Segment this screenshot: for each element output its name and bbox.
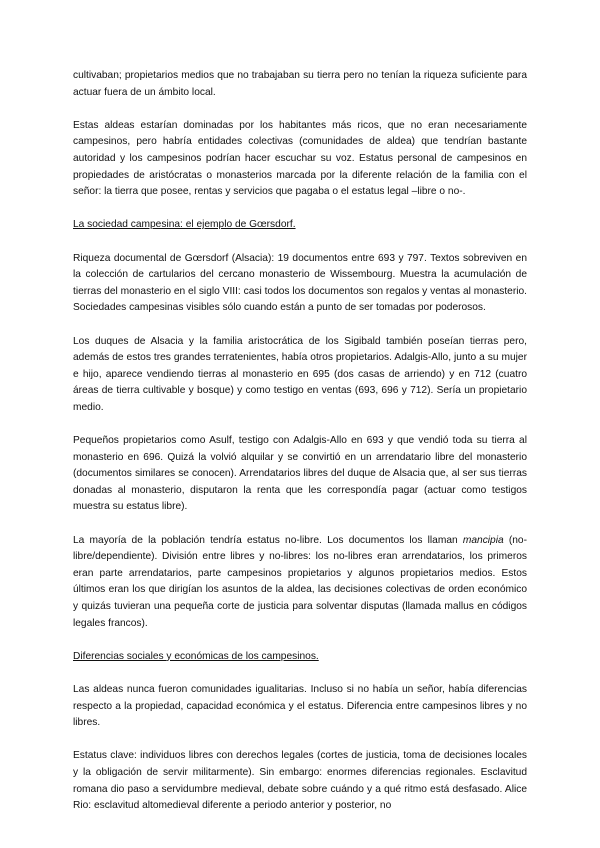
paragraph-landowners-continuation: cultivaban; propietarios medios que no trabajaban su tierra pero no tenían la riqueza suficiente para actuar fuera de un ámbito local.	[73, 70, 527, 98]
document-body	[73, 68, 527, 831]
paragraph-key-status: Estatus clave: individuos libres con derechos legales (cortes de justicia, toma de decisiones locales y la obligación de servir militarmente). Sin embargo: enormes diferencias regionales. Esclavitud romana dio paso a servidumbre medieval, debate sobre cuándo y a qué ritmo está desfasado. Alice Rio: esclavitud altomedieval diferente a periodo anterior y posterior, no	[73, 750, 527, 812]
paragraph-non-egalitarian-villages: Las aldeas nunca fueron comunidades igualitarias. Incluso si no había un señor, había diferencias respecto a la propiedad, capacidad económica y el estatus. Diferencia entre campesinos libres y no libres.	[73, 683, 527, 729]
unfree-text-start: La mayoría de la población tendría estatus no-libre. Los documentos los llaman	[73, 534, 463, 546]
paragraph-dukes-of-alsace: Los duques de Alsacia y la familia aristocrática de los Sigibald también poseían tierras pero, además de estos tres grandes terratenientes, había otros propietarios. Adalgis-Allo, junto a su mujer e hijo, aparece vendiendo tierras al monasterio en 695 (dos casas de arriendo) y en 712 (cuatro áreas de tierra cultivable y bosque) y como testigo en ventas (693, 696 y 712). Sería un propietario medio.	[73, 335, 527, 413]
mancipia-term: mancipia	[462, 534, 504, 546]
unfree-text-end: (no-libre/dependiente). División entre libres y no-libres: los no-libres eran arrendatarios, los primeros eran parte arrendatarios, parte campesinos propietarios y algunos propietarios medios. Estos últimos eran los que dirigían los asuntos de la aldea, las decisiones colectivas de orden económico y quizás tuvieran una pequeña corte de justicia para solventar disputas (llamada mallus en códigos legales francos).	[73, 534, 527, 629]
section-heading-social-differences: Diferencias sociales y económicas de los campesinos.	[73, 650, 319, 662]
paragraph-unfree-status	[73, 533, 527, 633]
paragraph-documentary-wealth: Riqueza documental de Gœrsdorf (Alsacia): 19 documentos entre 693 y 797. Textos sobreviven en la colección de cartularios del cercano monasterio de Wissembourg. Muestra la acumulación de tierras del monasterio en el siglo VIII: casi todos los documentos son regalos y ventas al monasterio. Sociedades campesinas visibles sólo cuando están a punto de ser tomadas por poderosos.	[73, 252, 527, 314]
section-heading-goersdorf: La sociedad campesina: el ejemplo de Gœrsdorf.	[73, 219, 296, 231]
paragraph-village-domination: Estas aldeas estarían dominadas por los habitantes más ricos, que no eran necesariamente campesinos, pero habría entidades colectivas (comunidades de aldea) que tendrían bastante autoridad y los campesinos podrían hacer escuchar su voz. Estatus personal de campesinos en propiedades de aristócratas o monasterios marcada por la diferente relación de la familia con el señor: la tierra que posee, rentas y servicios que pagaba o el estatus legal –libre o no-.	[73, 119, 527, 198]
paragraph-small-landowners: Pequeños propietarios como Asulf, testigo con Adalgis-Allo en 693 y que vendió toda su tierra al monasterio en 696. Quizá la volvió alquilar y se convirtió en un arrendatario libre del monasterio (documentos similares se conocen). Arrendatarios libres del duque de Alsacia que, al ser sus tierras donadas al monasterio, disputaron la renta que les correspondía pagar (actuar como testigos muestra su estatus libre).	[73, 435, 527, 513]
